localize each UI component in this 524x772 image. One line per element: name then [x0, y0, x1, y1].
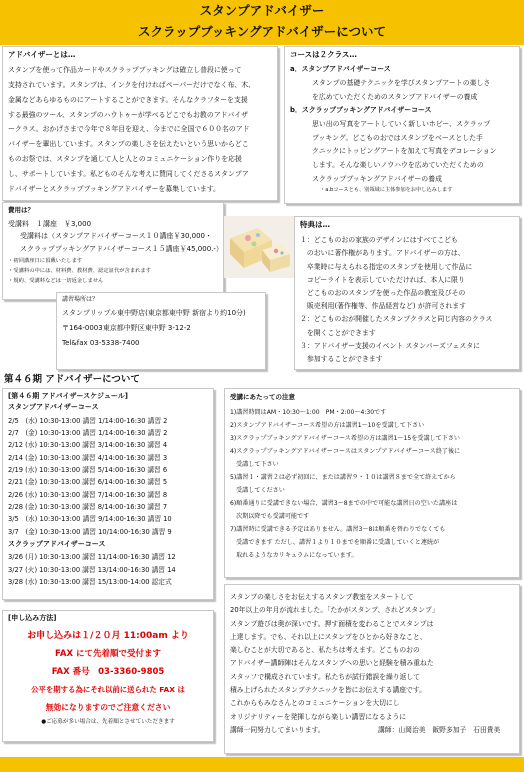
schedule-row: 2/28 (金) 10:30-13:00 講習 8/14:00-16:30 講習 7 [8, 502, 168, 511]
about-line: 支持されています。スタンプは、インクを付ければペーパーだけでなく布、木、 [8, 80, 256, 89]
course-b-heading: b．スクラップブッキングアドバイザーコース [290, 106, 432, 115]
notice-line: 6)順番通りに受講できない場合、講習3〜8までの中で可能な講習日の空いた講座は [230, 499, 458, 507]
about-line: ものお祭では、スタンプを通して人と人とのコミュニケーション作りを応援 [8, 154, 242, 163]
about-line: し、サポートしています。私どものそんな考えに賛同してくださるスタンプア [8, 169, 249, 178]
benefit-line: 卒業時に与えられる指定のスタンプを使用して作品に [300, 262, 473, 271]
apply-line: 公平を期する為にそれ以前に送られた FAX は [31, 685, 185, 695]
courses-title: コースは２クラス… [290, 50, 357, 59]
apply-line: 無効になりますのでご注意ください [45, 703, 171, 713]
venue-box [56, 292, 266, 370]
schedule-title: [第４６期 アドバイザースケジュール] [8, 392, 128, 400]
scrap-course-title: スクラップアドバイザーコース [8, 539, 106, 548]
schedule-row: 2/14 (金) 10:30-13:00 講習 4/14:00-16:30 講習 3 [8, 453, 168, 462]
apply-fax-number: FAX 番号 03-3360-9805 [51, 667, 165, 678]
apply-title: [申し込み方法] [8, 614, 57, 622]
fees-note: ・初回講座日に頂戴いたします [8, 258, 83, 265]
notice-line: 1)講習時間はAM・10:30〜1:00 PM・2:00〜4:30です [230, 408, 387, 416]
course-a-heading: a．スタンプアドバイザーコース [290, 65, 391, 74]
message-line: 20年以上の年月が流れました。「たかがスタンプ、されどスタンプ」 [230, 606, 439, 615]
fees-box [2, 202, 224, 300]
venue-line: Tel&fax 03-5338-7400 [62, 339, 140, 348]
fees-note: ・受講料の中には、材料費、教材費、認定証代が含まれます [8, 268, 152, 275]
about-line: スタンプを使って作品カードやスクラップブッキングは確立し普段に使って [8, 66, 242, 75]
message-line: オリジナリティーを発揮しながら楽しい講習になるように [230, 712, 407, 721]
notice-line: 3)スクラップブッキングアドバイザーコース希望の方は講習1〜15を受講して下さい [230, 434, 461, 442]
apply-note: ●ご応募が多い場合は、先着順とさせていただきます [41, 719, 175, 726]
notice-line: 7)講習時に受講できる予定はありません。講習3〜8は順番を替わりでなくても [230, 525, 446, 533]
notice-line: 4)スクラップブッキングアドバイザーコースはスタンプアドバイザーコース終了後に [230, 447, 461, 455]
message-signature: 講師：山岡治美 飯野多加子 石田貴美 [378, 725, 501, 734]
apply-box [2, 610, 214, 742]
notice-title: 受講にあたっての注意 [230, 393, 295, 401]
message-line: スタッフで構成されています。私たちが試行錯誤を繰り返して [230, 672, 420, 681]
courses-box [284, 46, 520, 204]
fees-line: 受講料は（スタンプアドバイザーコース１０講座￥30,000・ [20, 232, 213, 241]
notice-line: 受講してください [230, 486, 285, 494]
benefits-title: 特典は… [300, 220, 330, 229]
benefit-line: ３：アドバイザー支援のイベント スタンパーズフェスタに [300, 341, 481, 350]
schedule-row: 3/26 (月) 10:30-13:00 講習 11/14:00-16:30 講習 12 [8, 553, 176, 562]
schedule-row: 2/21 (金) 10:30-13:00 講習 6/14:00-16:30 講習 5 [8, 478, 168, 487]
message-line: 楽しむことが大切であると、私たちは考えます。どこものおの [230, 646, 420, 655]
venue-label: 講習場所は？ [62, 296, 99, 303]
about-line: ドバイザーとスクラップブッキングアドバイザーを募集しています。 [8, 184, 220, 193]
message-line: アドバイザー講師陣はそんなスタンプへの思いと経験を積み重ねた [230, 659, 434, 668]
apply-line: FAX にて先着順で受付ます [55, 649, 161, 660]
benefit-line: どこものおのスタンプを使った作品の教室及びその [300, 288, 466, 297]
benefit-line: のおいに著作権があります。アドバイザーの方は、 [300, 249, 465, 258]
course-a-line: スタンプの基礎テクニックを学びスタンプアートの楽しさ [312, 78, 491, 87]
header-banner [0, 0, 524, 45]
course-b-line: クニックにトッピングアートを加えて写真をデコレーション [312, 147, 497, 156]
about-line: ークラス。おかげさまで今年で８年目を迎え、今までに全国で６００名のアド [8, 125, 250, 134]
stamp-boxes-photo [224, 216, 294, 278]
benefit-line: １：どこものおの家族のデザインにはすべてこども [300, 236, 458, 245]
notice-line: 5)講習１・講習２は必ず初回に、または講習９・１０は講習８まで全て終えてから [230, 473, 456, 481]
schedule-row: 2/26 (水) 10:30-13:00 講習 7/14:00-16:30 講習 8 [8, 490, 168, 499]
course-b-line: スクラップブッキングアドバイザーの養成 [312, 174, 442, 183]
apply-line: お申し込みは１/２０月 11:00am より [27, 631, 189, 642]
message-line: 積み上げられたスタンプテクニックを皆にお伝えする講座です。 [230, 686, 426, 695]
fees-note: ・規約、受講料などは一切返金しません [8, 278, 104, 285]
course-b-line: 思い出の写真をアートしていく新しいホビー、スクラップ [312, 119, 491, 128]
about-box [2, 46, 278, 201]
benefits-box [294, 216, 520, 370]
venue-line: スタンプリップル東中野店(東京都東中野 新宿より約10分) [62, 309, 246, 318]
page-title: スタンプアドバイザー [199, 3, 325, 18]
benefit-line: 参加することができます [300, 354, 383, 363]
page-subtitle: スクラップブッキングアドバイザーについて [137, 24, 386, 39]
course-b-line: します。そんな楽しいノウハウを広めていただくための [312, 161, 484, 170]
footer-bar [0, 757, 524, 772]
courses-note: ・a.bコースとも、別領域に主体参加をお申し込みします [320, 187, 453, 194]
schedule-row: 3/7 (金) 10:30-13:00 講習 10/14:00-16:30 講習 9 [8, 527, 172, 536]
notice-line: 受講できます ただし、講習１より１０までを順番に受講していくと連続が [230, 538, 440, 546]
about-line: バイザーを輩出しています。スタンプの楽しさを伝えたいという思いからどこ [8, 140, 249, 149]
notice-line: 取れるようなカリキュラムになっています。 [230, 551, 358, 559]
benefit-line: 販売利用(著作権等、作品経営など) が許可されます [300, 302, 467, 311]
fees-line: 受講料 １講座 ￥3,000 [8, 219, 92, 228]
benefit-line: を開くことができます [300, 328, 376, 337]
schedule-row: 2/7 (金) 10:30-13:00 講習 1/14:00-16:30 講習 2 [8, 429, 168, 438]
venue-line: 〒164-0003東京都中野区東中野 3-12-2 [62, 324, 191, 333]
message-box [224, 584, 520, 754]
course-b-line: ブッキング。どこものおではスタンプをベースとした手 [312, 133, 483, 142]
notice-line: 受講して下さい [230, 460, 279, 468]
benefit-line: コピーライトを表示していただければ、本人に限り [300, 275, 465, 284]
schedule-row: 2/12 (水) 10:30-13:00 講習 3/14:00-16:30 講習 4 [8, 441, 168, 450]
notice-box [224, 388, 520, 578]
message-last-line [230, 724, 514, 737]
message-line: 上達します。でも、それ以上にスタンプをひとから好きなこと、 [230, 632, 427, 641]
message-line: これからもみなさんとのコミュニケーションを大切にし [230, 699, 400, 708]
message-line: スタンプの楽しさをお伝えするスタンプ教室をスタートして [230, 593, 414, 601]
gift-boxes-icon [224, 216, 294, 278]
course-a-line: を広めていただくためのスタンプアドバイザーの養成 [312, 92, 478, 101]
fees-line: スクラップブッキングアドバイザーコース１５講座￥45,000.-） [20, 244, 223, 253]
about-line: 金属などあらゆるものにアートすることができます。そんなクラフターを支援 [8, 95, 248, 104]
notice-line: 2)スタンプアドバイザーコース希望の方は講習1〜10を受講して下さい [230, 421, 425, 429]
schedule-row: 3/5 (水) 10:30-13:00 講習 9/14:00-16:30 講習 10 [8, 515, 172, 524]
message-line: スタンプ遊びは奥が深いです。押す面積を変わることでスタンプは [230, 619, 434, 628]
schedule-box [2, 388, 214, 600]
fees-title: 費用は？ [8, 206, 34, 214]
about-title: アドバイザーとは… [8, 50, 76, 59]
section-46-title: 第４６期 アドバイザーについて [4, 374, 140, 385]
about-line: する最強のツール、スタンプのハウトゥーが学べるどこでもお教のアドバイザ [8, 110, 249, 119]
message-line: 講師一同努力してまいります。 [230, 725, 325, 734]
schedule-row: 3/27 (火) 10:30-13:00 講習 13/14:00-16:30 講習 14 [8, 565, 176, 574]
stamp-course-title: スタンプアドバイザーコース [8, 403, 99, 412]
schedule-row: 3/28 (水) 10:30-13:00 講習 15/13:00-14:00 認定式 [8, 577, 172, 586]
notice-line: 次期以降でも受講可能です [230, 512, 310, 520]
schedule-row: 2/5 (水) 10:30-13:00 講習 1/14:00-16:30 講習 2 [8, 416, 168, 425]
benefit-line: ２：どこものおが開催したスタンプクラスと同じ内容のクラス [300, 315, 493, 324]
schedule-row: 2/19 (水) 10:30-13:00 講習 5/14:00-16:30 講習 6 [8, 466, 168, 475]
